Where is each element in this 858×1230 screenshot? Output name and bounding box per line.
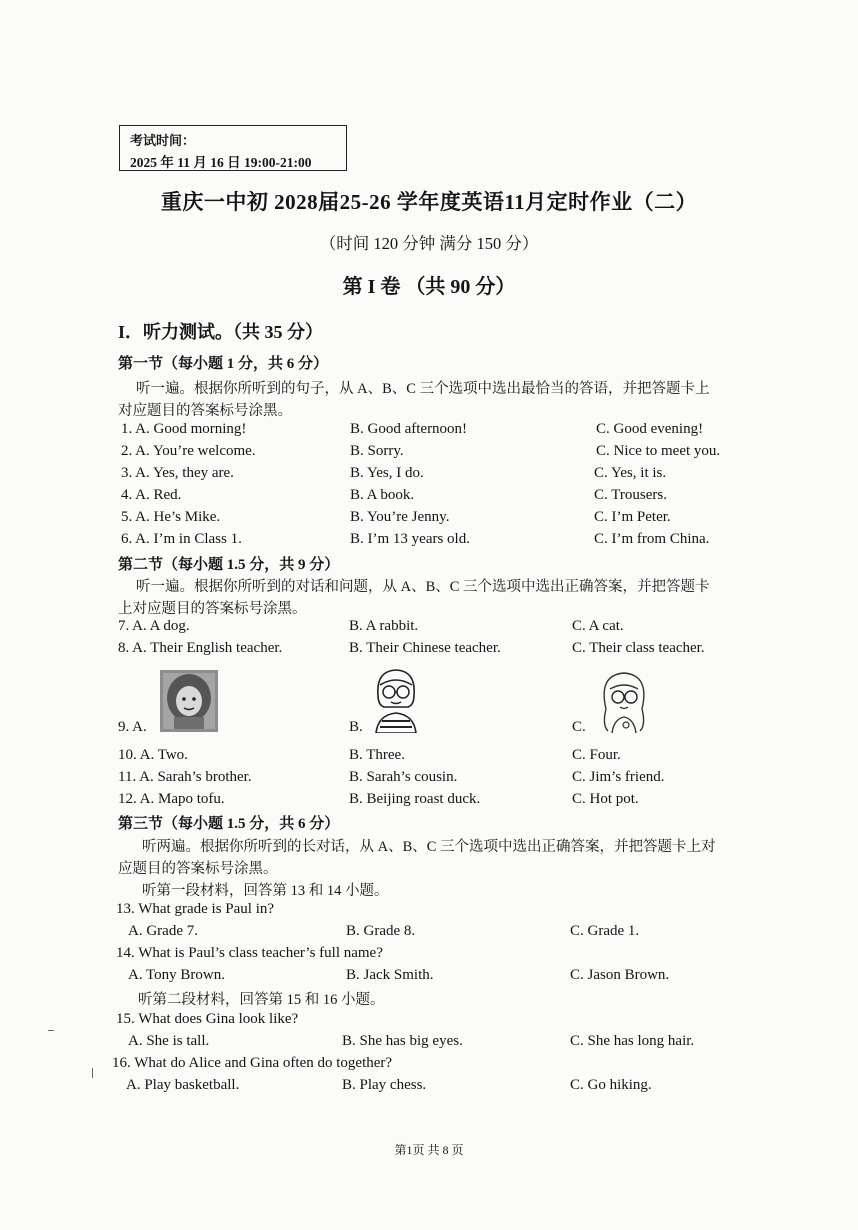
q7-option-a: 7. A. A dog. [118,618,190,634]
q13-option-b: B. Grade 8. [346,923,416,939]
girl-curly-hair-picture [160,670,218,732]
section1-instruction-line2: 对应题目的答案标号涂黑。 [118,403,292,419]
q5-option-b: B. You’re Jenny. [350,509,450,525]
q5-option-c: C. I’m Peter. [594,509,671,525]
part1-title: I．听力测试。（共 35 分） [118,322,324,342]
q10-option-b: B. Three. [349,747,405,763]
q15-stem: 15. What does Gina look like? [116,1011,299,1027]
q15-option-b: B. She has big eyes. [342,1033,463,1049]
q16-option-b: B. Play chess. [342,1077,427,1093]
q1-option-c: C. Good evening! [596,421,704,437]
q4-option-c: C. Trousers. [594,487,667,503]
q4-option-b: B. A book. [350,487,415,503]
q2-option-a: 2. A. You’re welcome. [121,443,256,459]
section2-instruction-line1: 听一遍。根据你所听到的对话和问题，从 A、B、C 三个选项中选出正确答案，并把答题卡 [136,579,710,595]
q2-option-c: C. Nice to meet you. [596,443,721,459]
q3-option-a: 3. A. Yes, they are. [121,465,234,481]
q13-stem: 13. What grade is Paul in? [116,901,275,917]
q14-option-b: B. Jack Smith. [346,967,434,983]
q8-option-b: B. Their Chinese teacher. [349,640,501,656]
q14-stem: 14. What is Paul’s class teacher’s full name? [116,945,383,961]
q5-option-a: 5. A. He’s Mike. [121,509,221,525]
q16-option-a: A. Play basketball. [126,1077,240,1093]
section3-title: 第三节（每小题 1.5 分，共 6 分） [118,816,340,832]
q7-option-b: B. A rabbit. [349,618,419,634]
q16-stem: 16. What do Alice and Gina often do together? [112,1055,393,1071]
q3-option-b: B. Yes, I do. [350,465,424,481]
q6-option-b: B. I’m 13 years old. [350,531,470,547]
q10-option-c: C. Four. [572,747,621,763]
q12-option-b: B. Beijing roast duck. [349,791,481,807]
q15-option-a: A. She is tall. [128,1033,210,1049]
q11-option-a: 11. A. Sarah’s brother. [118,769,252,785]
q7-option-c: C. A cat. [572,618,624,634]
q3-option-c: C. Yes, it is. [594,465,667,481]
q16-option-c: C. Go hiking. [570,1077,652,1093]
q14-option-a: A. Tony Brown. [128,967,226,983]
exam-subtitle: （时间 120 分钟 满分 150 分） [319,234,539,253]
q8-option-c: C. Their class teacher. [572,640,705,656]
q11-option-c: C. Jim’s friend. [572,769,665,785]
q15-option-c: C. She has long hair. [570,1033,695,1049]
section1-title: 第一节（每小题 1 分，共 6 分） [118,356,329,372]
q8-option-a: 8. A. Their English teacher. [118,640,283,656]
girl-glasses-long-hair-picture [592,669,656,735]
q11-option-b: B. Sarah’s cousin. [349,769,458,785]
q6-option-a: 6. A. I’m in Class 1. [121,531,242,547]
q6-option-c: C. I’m from China. [594,531,710,547]
section2-instruction-line2: 上对应题目的答案标号涂黑。 [118,601,307,617]
scan-mark [48,1030,54,1031]
exam-time-label: 考试时间： [130,133,196,148]
exam-time-value: 2025 年 11 月 16 日 19:00-21:00 [130,155,312,170]
girl-glasses-short-hair-picture [368,665,424,733]
q13-option-c: C. Grade 1. [570,923,640,939]
material1-instruction: 听第一段材料，回答第 13 和 14 小题。 [142,883,389,899]
q9-option-a: 9. A. [118,719,147,735]
section1-instruction-line1: 听一遍。根据你所听到的句子，从 A、B、C 三个选项中选出最恰当的答语，并把答题卡上 [136,381,710,397]
exam-time-box [119,125,347,171]
material2-instruction: 听第二段材料，回答第 15 和 16 小题。 [138,992,385,1008]
q9-option-b: B. [349,719,363,735]
q10-option-a: 10. A. Two. [118,747,188,763]
section2-title: 第二节（每小题 1.5 分，共 9 分） [118,557,340,573]
scan-mark [92,1068,93,1078]
q1-option-a: 1. A. Good morning! [121,421,247,437]
q9-option-c: C. [572,719,586,735]
q1-option-b: B. Good afternoon! [350,421,468,437]
q14-option-c: C. Jason Brown. [570,967,670,983]
q12-option-a: 12. A. Mapo tofu. [118,791,225,807]
q12-option-c: C. Hot pot. [572,791,639,807]
q2-option-b: B. Sorry. [350,443,404,459]
page-footer: 第1页 共 8 页 [394,1143,464,1157]
q13-option-a: A. Grade 7. [128,923,198,939]
section3-instruction-line2: 应题目的答案标号涂黑。 [118,861,278,877]
section3-instruction-line1: 听两遍。根据你所听到的长对话，从 A、B、C 三个选项中选出正确答案，并把答题卡上对 [142,839,716,855]
exam-title: 重庆一中初 2028届25-26 学年度英语11月定时作业（二） [160,190,698,214]
volume-heading: 第 I 卷 （共 90 分） [342,276,516,298]
q4-option-a: 4. A. Red. [121,487,182,503]
